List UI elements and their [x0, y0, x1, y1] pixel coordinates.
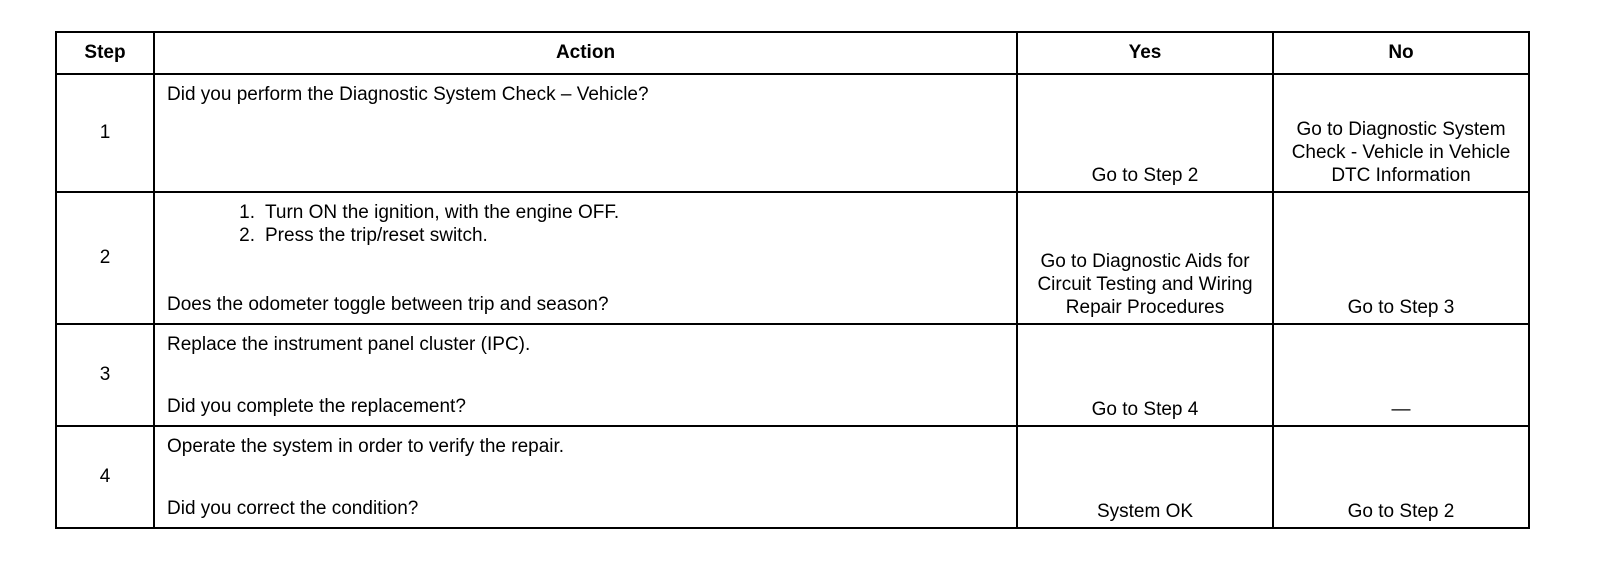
header-action: Action	[154, 32, 1017, 74]
no-cell: Go to Step 2	[1273, 426, 1529, 528]
header-row	[56, 32, 1529, 74]
action-question: Does the odometer toggle between trip and season?	[167, 294, 609, 315]
header-no: No	[1273, 32, 1529, 74]
step-number: 2	[56, 192, 154, 324]
action-cell	[154, 192, 1017, 324]
table-row	[56, 324, 1529, 426]
step-number: 3	[56, 324, 154, 426]
list-number: 2.	[239, 225, 255, 246]
table-row	[56, 426, 1529, 528]
list-number: 1.	[239, 202, 255, 223]
action-cell	[154, 426, 1017, 528]
list-item	[167, 201, 1004, 224]
no-cell: —	[1273, 324, 1529, 426]
header-yes: Yes	[1017, 32, 1273, 74]
header-step: Step	[56, 32, 154, 74]
no-cell: Go to Step 3	[1273, 192, 1529, 324]
yes-cell: Go to Diagnostic Aids for Circuit Testing and Wiring Repair Procedures	[1017, 192, 1273, 324]
no-cell: Go to Diagnostic System Check - Vehicle in Vehicle DTC Information	[1273, 74, 1529, 192]
yes-cell: System OK	[1017, 426, 1273, 528]
list-text: Press the trip/reset switch.	[265, 225, 488, 246]
action-cell	[154, 324, 1017, 426]
action-question: Did you correct the condition?	[167, 498, 419, 519]
action-text: Replace the instrument panel cluster (IPC).	[167, 334, 531, 355]
yes-cell: Go to Step 2	[1017, 74, 1273, 192]
step-number: 1	[56, 74, 154, 192]
action-text: Did you perform the Diagnostic System Check – Vehicle?	[167, 84, 649, 105]
action-question: Did you complete the replacement?	[167, 396, 466, 417]
table-row	[56, 74, 1529, 192]
step-number: 4	[56, 426, 154, 528]
list-text: Turn ON the ignition, with the engine OFF.	[265, 202, 620, 223]
yes-cell: Go to Step 4	[1017, 324, 1273, 426]
action-cell	[154, 74, 1017, 192]
diagnostic-table	[55, 31, 1530, 529]
list-item	[167, 224, 1004, 247]
table-row	[56, 192, 1529, 324]
action-text: Operate the system in order to verify the repair.	[167, 436, 565, 457]
